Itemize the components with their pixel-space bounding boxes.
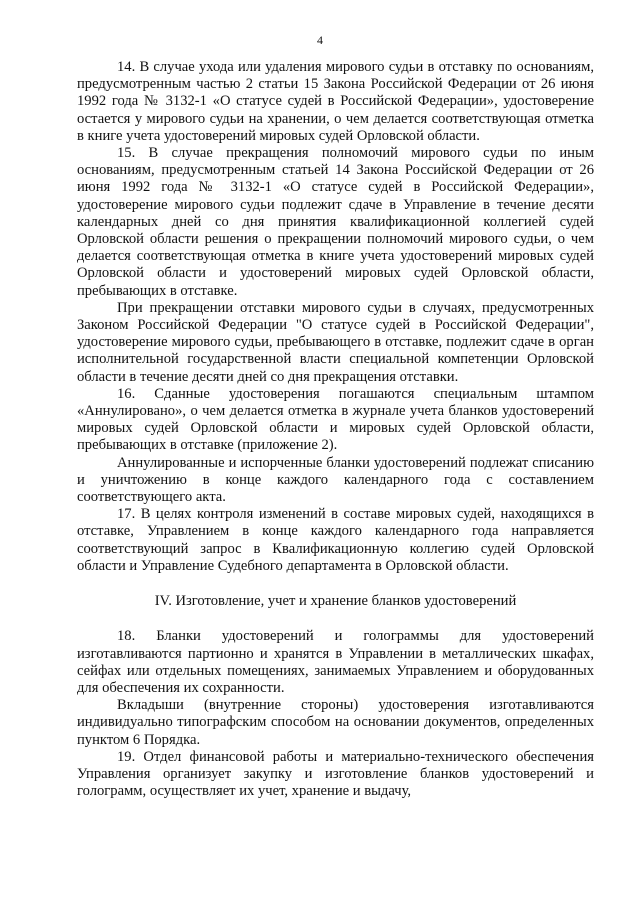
paragraph-14: 14. В случае ухода или удаления мирового судьи в отставку по основаниям, предусмотренным частью 2 статьи 15 Закона Российской Федерации от 26 июня 1992 года № 3132-1 «О статусе судей в Российской Федерации», удостоверение остается у мирового судьи на хранении, о чем делается соответствующая отметка в книге учета удостоверений мировых судей Орловской области. <box>77 59 594 144</box>
paragraph-18-inserts: Вкладыши (внутренние стороны) удостоверения изготавливаются индивидуально типографским способом на основании документов, определенных пунктом 6 Порядка. <box>77 697 594 748</box>
paragraph-15-retirement-termination: При прекращении отставки мирового судьи в случаях, предусмотренных Законом Российской Федерации "О статусе судей в Российской Федерации", удостоверение мирового судьи, пребывающего в отставке, подлежит сдаче в орган исполнительной государственной власти специальной компетенции Орловской области в течение десяти дней со дня прекращения отставки. <box>77 299 594 385</box>
paragraph-16-annulled-blanks: Аннулированные и испорченные бланки удостоверений подлежат списанию и уничтожению в конце каждого календарного года с составлением соответствующего акта. <box>77 454 594 506</box>
paragraph-18: 18. Бланки удостоверений и голограммы для удостоверений изготавливаются партионно и хранятся в Управлении в металлических шкафах, сейфах или отдельных помещениях, занимаемых Управлением и оборудованных для обеспечения их сохранности. <box>77 628 594 696</box>
paragraph-17: 17. В целях контроля изменений в составе мировых судей, находящихся в отставке, Управлением в конце каждого календарного года направляется соответствующий запрос в Квалификационную коллегию судей Орловской области и Управление Судебного департамента в Орловской области. <box>77 506 594 574</box>
paragraph-15: 15. В случае прекращения полномочий мирового судьи по иным основаниям, предусмотренным статьей 14 Закона Российской Федерации от 26 июня 1992 года № 3132-1 «О статусе судей в Российской Федерации», удостоверение мирового судьи подлежит сдаче в Управление в течение десяти календарных дней со дня принятия квалификационной коллегией судей Орловской области решения о прекращении полномочий мирового судьи, о чем делается соответствующая отметка в книге учета удостоверений мировых судей Орловской области и удостоверений мировых судей Орловской области, пребывающих в отставке. <box>77 145 594 299</box>
paragraph-19: 19. Отдел финансовой работы и материально-технического обеспечения Управления организует закупку и изготовление бланков удостоверений и голограмм, осуществляет их учет, хранение и выдачу, <box>77 748 594 800</box>
page-number: 4 <box>317 33 323 47</box>
section-heading: IV. Изготовление, учет и хранение бланков удостоверений <box>154 593 517 610</box>
paragraph-16: 16. Сданные удостоверения погашаются специальным штампом «Аннулировано», о чем делается отметка в журнале учета бланков удостоверений мировых судей Орловской области и мировых судей Орловской области, пребывающих в отставке (приложение 2). <box>77 385 594 454</box>
document-body <box>77 59 594 800</box>
